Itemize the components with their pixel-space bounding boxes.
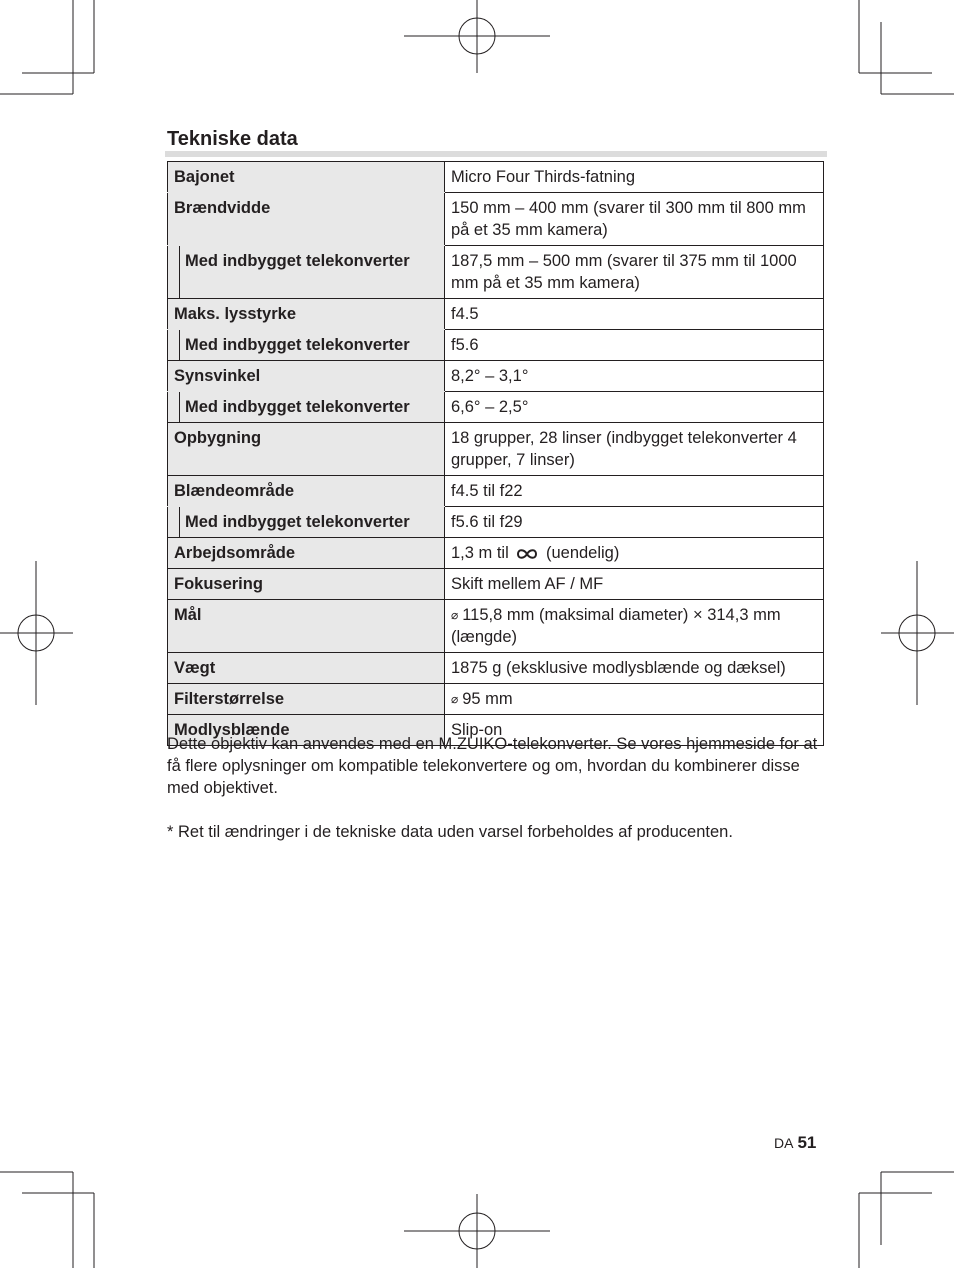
spec-value: Slip-on (445, 715, 824, 746)
table-row (168, 507, 824, 538)
spec-sublabel: Med indbygget telekonverter (168, 392, 445, 423)
table-row (168, 246, 824, 299)
table-row (168, 330, 824, 361)
spec-label: Fokusering (168, 569, 445, 600)
table-row (168, 538, 824, 569)
page-title: Tekniske data (167, 128, 298, 150)
notes (167, 733, 827, 843)
dimension-text: 115,8 mm (maksimal diameter) × 314,3 mm (længde) (451, 606, 781, 646)
spec-value: Skift mellem AF / MF (445, 569, 824, 600)
table-row (168, 162, 824, 193)
spec-label: Maks. lysstyrke (168, 299, 445, 330)
table-row (168, 299, 824, 330)
spec-value: 8,2° – 3,1° (445, 361, 824, 392)
range-start: 1,3 m til (451, 544, 509, 562)
compatibility-note: Dette objektiv kan anvendes med en M.ZUIKO-telekonverter. Se vores hjemmeside for at få flere oplysninger om kompatible telekonvertere og om, hvordan du kombinerer disse med objektivet. (167, 735, 818, 797)
range-end: (uendelig) (545, 544, 620, 562)
diameter-icon: ⌀ (451, 692, 459, 706)
spec-sublabel: Med indbygget telekonverter (168, 246, 445, 299)
spec-label: Brændvidde (168, 193, 445, 246)
page-number-value: 51 (797, 1133, 817, 1152)
spec-sublabel: Med indbygget telekonverter (168, 330, 445, 361)
spec-value: Micro Four Thirds-fatning (445, 162, 824, 193)
spec-label: Blændeområde (168, 476, 445, 507)
spec-label: Vægt (168, 653, 445, 684)
table-row (168, 569, 824, 600)
table-row (168, 653, 824, 684)
section-heading (165, 127, 827, 157)
spec-value: 187,5 mm – 500 mm (svarer til 375 mm til 1000 mm på et 35 mm kamera) (445, 246, 824, 299)
table-row (168, 600, 824, 653)
spec-sublabel: Med indbygget telekonverter (168, 507, 445, 538)
spec-value: 1875 g (eksklusive modlysblænde og dæksel) (445, 653, 824, 684)
disclaimer: * Ret til ændringer i de tekniske data uden varsel forbeholdes af producenten. (167, 823, 733, 841)
table-row (168, 684, 824, 715)
spec-label: Bajonet (168, 162, 445, 193)
spec-value: f5.6 til f29 (445, 507, 824, 538)
spec-value: f5.6 (445, 330, 824, 361)
spec-table (167, 161, 824, 746)
spec-label: Mål (168, 600, 445, 653)
spec-label: Opbygning (168, 423, 445, 476)
diameter-icon: ⌀ (451, 608, 459, 622)
spec-value: 6,6° – 2,5° (445, 392, 824, 423)
spec-label: Modlysblænde (168, 715, 445, 746)
spec-value: f4.5 (445, 299, 824, 330)
spec-value (445, 684, 824, 715)
spec-label: Synsvinkel (168, 361, 445, 392)
table-row (168, 423, 824, 476)
language-code: DA (774, 1135, 794, 1151)
spec-value: 150 mm – 400 mm (svarer til 300 mm til 800 mm på et 35 mm kamera) (445, 193, 824, 246)
page-number (774, 1133, 816, 1153)
spec-label: Filterstørrelse (168, 684, 445, 715)
spec-label: Arbejdsområde (168, 538, 445, 569)
table-row (168, 476, 824, 507)
spec-value: 18 grupper, 28 linser (indbygget telekonverter 4 grupper, 7 linser) (445, 423, 824, 476)
table-row (168, 361, 824, 392)
spec-value (445, 600, 824, 653)
filter-size-text: 95 mm (462, 690, 513, 708)
infinity-icon (515, 547, 539, 561)
table-row (168, 193, 824, 246)
table-row (168, 392, 824, 423)
spec-value: f4.5 til f22 (445, 476, 824, 507)
spec-value (445, 538, 824, 569)
